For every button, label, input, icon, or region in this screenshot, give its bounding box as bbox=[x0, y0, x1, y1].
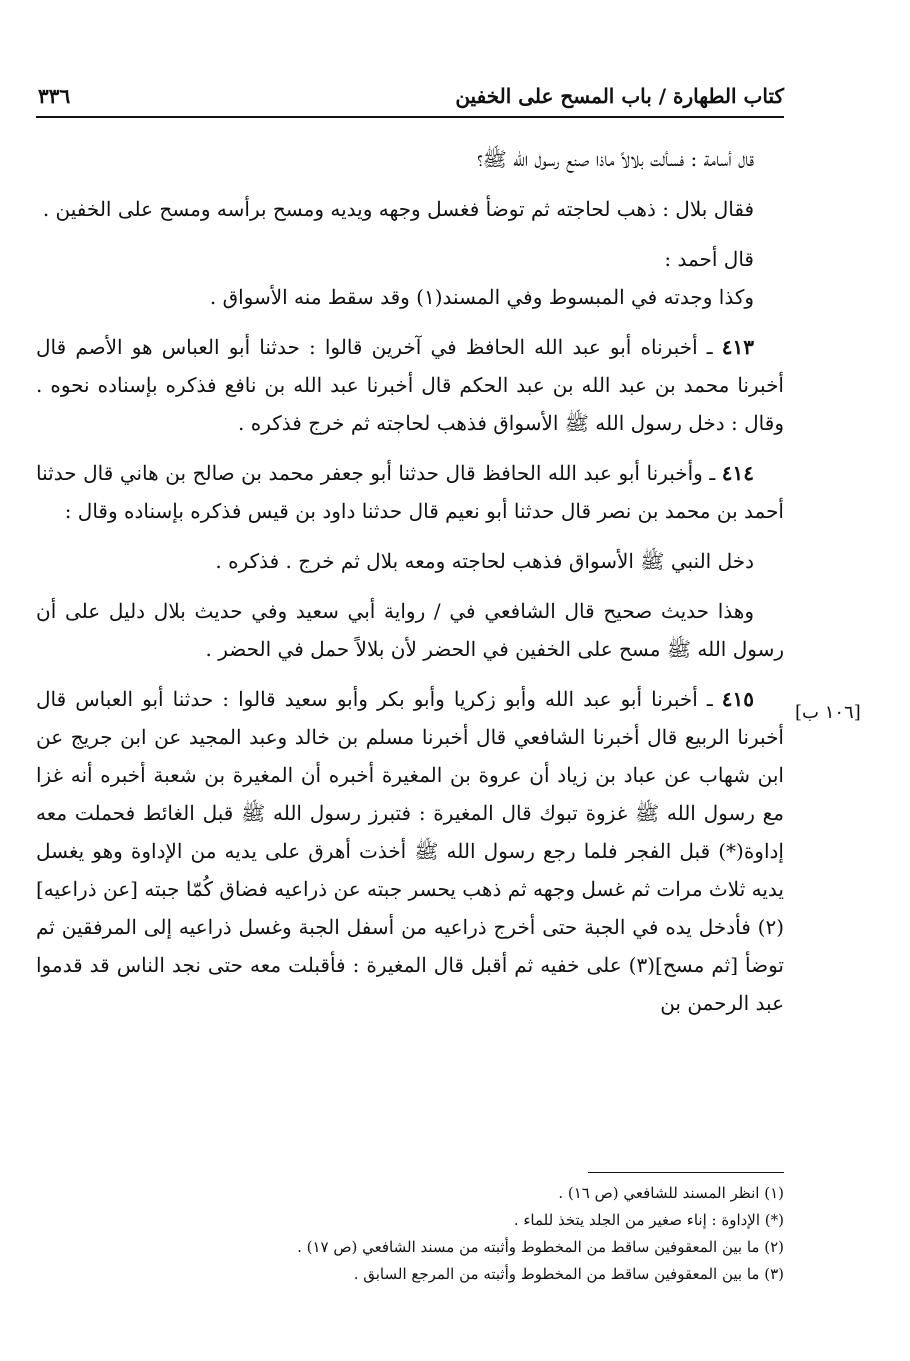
main-text bbox=[36, 140, 784, 1034]
running-header bbox=[36, 80, 784, 118]
hadith-415-text: ـ أخبرنا أبو عبد الله وأبو زكريا وأبو بكر وأبو سعيد قالوا : حدثنا أبو العباس قال أخبرنا الربيع قال أخبرنا الشافعي قال أخبرنا مسلم بن خالد وعبد المجيد عن ابن جريج عن ابن شهاب عن عباد بن زياد أن عروة بن المغيرة أخبره أن المغيرة بن شعبة أخبره أنه غزا مع رسول الله ﷺ غزوة تبوك قال المغيرة : فتبرز رسول الله ﷺ قبل الغائط فحملت معه إداوة(*) قبل الفجر فلما رجع رسول الله ﷺ أخذت أهرق على يديه من الإداوة وهو يغسل يديه ثلاث مرات ثم غسل وجهه ثم ذهب يحسر جبته عن ذراعيه فضاق كُمّا جبته [عن ذراعيه](٢) فأدخل يده في الجبة حتى أخرج ذراعيه من أسفل الجبة وغسل ذراعيه إلى المرفقين ثم توضأ [ثم مسح](٣) على خفيه ثم أقبل قال المغيرة : فأقبلت معه حتى نجد الناس قد قدموا عبد الرحمن بن bbox=[36, 687, 784, 1015]
page-number: ٣٣٦ bbox=[38, 84, 71, 108]
manuscript-folio-note: [١٠٦ ب] bbox=[795, 702, 861, 723]
hadith-number-414: ٤١٤ bbox=[721, 461, 755, 485]
hadith-415 bbox=[36, 680, 784, 1022]
paragraph-8: وهذا حديث صحيح قال الشافعي في / رواية أبي سعيد وفي حديث بلال دليل على أن رسول الله ﷺ مسح على الخفين في الحضر لأن بلالاً حمل في الحضر . bbox=[36, 599, 784, 661]
paragraph-4: وكذا وجدته في المبسوط وفي المسند(١) وقد سقط منه الأسواق . bbox=[209, 285, 754, 309]
footnote-star: (*) الإداوة : إناء صغير من الجلد يتخذ للماء . bbox=[513, 1211, 784, 1229]
hadith-number-415: ٤١٥ bbox=[721, 687, 755, 711]
paragraph-1: قال أسامة : فسألت بلالاً ماذا صنع رسول الله ﷺ؟ bbox=[477, 147, 754, 171]
hadith-413 bbox=[36, 328, 784, 442]
hadith-414-text: ـ وأخبرنا أبو عبد الله الحافظ قال حدثنا أبو جعفر محمد بن صالح بن هاني قال حدثنا أحمد بن محمد بن نصر قال حدثنا أبو نعيم قال حدثنا داود بن قيس فذكره بإسناده وقال : bbox=[36, 461, 784, 523]
paragraph-3: قال أحمد : bbox=[664, 247, 754, 271]
footnote-divider bbox=[588, 1172, 784, 1173]
hadith-414 bbox=[36, 454, 784, 530]
paragraph-7: دخل النبي ﷺ الأسواق فذهب لحاجته ومعه بلال ثم خرج . فذكره . bbox=[215, 549, 754, 573]
paragraph-2: فقال بلال : ذهب لحاجته ثم توضأ فغسل وجهه ويديه ومسح برأسه ومسح على الخفين . bbox=[42, 197, 754, 221]
hadith-number-413: ٤١٣ bbox=[721, 335, 754, 359]
footnote-1: (١) انظر المسند للشافعي (ص ١٦) . bbox=[558, 1184, 784, 1202]
chapter-title: كتاب الطهارة / باب المسح على الخفين bbox=[455, 84, 784, 108]
footnotes bbox=[36, 1180, 784, 1288]
footnote-2: (٢) ما بين المعقوفين ساقط من المخطوط وأثبته من مسند الشافعي (ص ١٧) . bbox=[297, 1238, 784, 1256]
hadith-413-text: ـ أخبرناه أبو عبد الله الحافظ في آخرين قالوا : حدثنا أبو العباس هو الأصم قال أخبرنا محمد بن عبد الله بن عبد الحكم قال أخبرنا عبد الله بن نافع فذكره بإسناده نحوه . وقال : دخل رسول الله ﷺ الأسواق فذهب لحاجته ثم خرج فذكره . bbox=[36, 335, 784, 435]
footnote-3: (٣) ما بين المعقوفين ساقط من المخطوط وأثبته من المرجع السابق . bbox=[353, 1265, 784, 1283]
